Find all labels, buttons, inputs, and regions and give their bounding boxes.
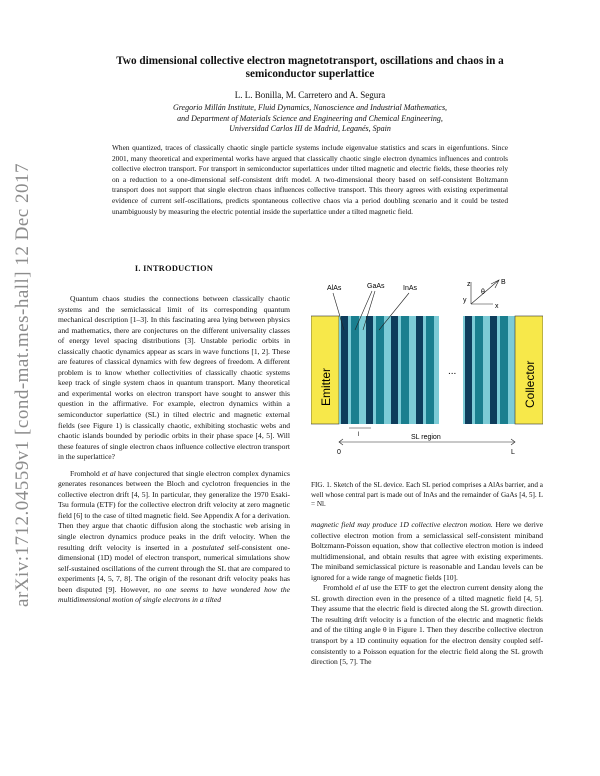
axis-z-label: z [467, 281, 471, 288]
right-column [311, 520, 543, 668]
gaas-label: GaAs [367, 283, 385, 290]
sl-device-sketch [311, 278, 543, 458]
emitter-label: Emitter [319, 367, 333, 406]
sl-region-label: SL region [411, 434, 441, 441]
paper-title [60, 55, 560, 81]
affiliation-line: and Department of Materials Science and Engineering and Chemical Engineering, [177, 113, 443, 123]
ellipsis-label: ... [448, 366, 457, 377]
paragraph: Quantum chaos studies the connections between classically chaotic systems and the semiclassical limit of its corresponding quantum mechanical description [1–3]. In this fascinating area lying between physics and mathematics, there are conjectures on the different universality classes of energy level spacing distributions [3]. Unstable periodic orbits in classically chaotic dynamics appear as scars in wave functions [1, 2]. These are features of classical dynamics with few degrees of freedom. A different problem is to know whether collectivities of classically chaotic systems keep track of single system chaos in quantum transport. Many theoretical and experimental works on electron transport have sought to answer this question in the affirmative. For example, electron dynamics within a semiconductor superlattice (SL) in tilted electric and magnetic external fields (see Figure 1) is classically chaotic, exhibiting stochastic webs and chaotic islands bounded by periodic orbits in their phase space [4, 5]. Will these features of single electron chaos influence collective electron transport in the superlattice? [58, 294, 290, 462]
affiliation [60, 103, 560, 135]
figure-caption: FIG. 1. Sketch of the SL device. Each SL period comprises a AlAs barrier, and a well whose central part is made out of InAs and the remainder of GaAs [4, 5]. L = Nl. [311, 481, 543, 509]
paragraph: Fromhold et al have conjectured that single electron complex dynamics generates resonances between the Bloch and cyclotron frequencies in the collective electron drift [4, 5]. In particular, they generalize the 1970 Esaki-Tsu formula (ETF) for the collective electron drift velocity at zero magnetic field [6] to the case of tilted magnetic field. See Appendix A for a derivation. Then they argue that chaotic diffusion along the stochastic web arising in single electron dynamics produce peaks in the drift velocity. When the resulting drift velocity is inserted in a postulated self-consistent one-dimensional (1D) model of electron transport, numerical simulations show self-sustained oscillations of the current through the SL that are compared to experiments [4, 5, 7, 8]. The origin of the resonant drift velocity peaks has been disputed [9]. However, no one seems to have wondered how the multidimensional motion of single electrons in a tilted [58, 468, 290, 605]
paragraph: Fromhold el al use the ETF to get the electron current density along the SL growth direction even in the presence of a tilted magnetic field [4, 5]. They assume that the electric field is directed along the SL growth direction. The resulting drift velocity is a function of the electric and magnetic fields and of the tilting angle θ in Figure 1. Then they describe collective electron transport by a 1D continuity equation for the electron density coupled self-consistently to a Poisson equation for the electric field along the SL growth direction [5, 7]. The [311, 583, 543, 667]
affiliation-line: Gregorio Millán Institute, Fluid Dynamics, Nanoscience and Industrial Mathematics, [172, 103, 448, 112]
arxiv-identifier: arXiv:1712.04559v1 [cond-mat.mes-hall] 12 Dec 2017 [12, 163, 33, 607]
title-line-1: Two dimensional collective electron magnetotransport, oscillations and chaos in a [116, 55, 504, 67]
axis-x-label: x [495, 303, 499, 310]
axis-b-label: B [501, 279, 506, 286]
axis-length-label: L [511, 449, 515, 456]
section-heading: I. INTRODUCTION [134, 264, 214, 273]
collector-label: Collector [523, 360, 537, 408]
inas-label: InAs [403, 285, 418, 292]
left-column [58, 294, 290, 606]
abstract: When quantized, traces of classically chaotic single particle systems include eigenvalue statistics and scars in eigenfuntions. Since 2001, many theoretical and experimental works have argued that classically chaotic single electron dynamics influences and controls collective electron transport. For transport in semiconductor superlattices under tilted magnetic and electric fields, these theories rely on a reduction to a one-dimensional self-consistent drift model. A two-dimensional theory based on self-consistent Boltzmann transport does not support that single electron chaos influences collective transport. This theory agrees with existing experimental evidence of current self-oscillations, predicts spontaneous collective chaos via a period doubling scenario and it could be tested unambiguously by measuring the electric potential inside the superlattice under a tilted magnetic field. [112, 143, 508, 216]
authors: L. L. Bonilla, M. Carretero and A. Segura [234, 90, 386, 100]
axis-origin-label: 0 [337, 449, 341, 456]
alas-label: AlAs [327, 285, 342, 292]
axis-y-label: y [463, 297, 467, 304]
axis-theta-label: θ [481, 289, 485, 296]
figure-sl-device [311, 278, 543, 458]
period-label: l [358, 432, 360, 438]
paragraph: magnetic field may produce 1D collective electron motion. Here we derive collective electron motion from a semiclassical self-consistent miniband Boltzmann-Poisson equation, show that collective electron motion is indeed multidimensional, and obtain results that agree with existing experiments. The miniband semiclassical picture is reasonable and Landau levels can be ignored for a wide range of magnetic fields [10]. [311, 520, 543, 582]
title-line-2: semiconductor superlattice [245, 68, 375, 80]
affiliation-line: Universidad Carlos III de Madrid, Leganés, Spain [229, 124, 391, 133]
